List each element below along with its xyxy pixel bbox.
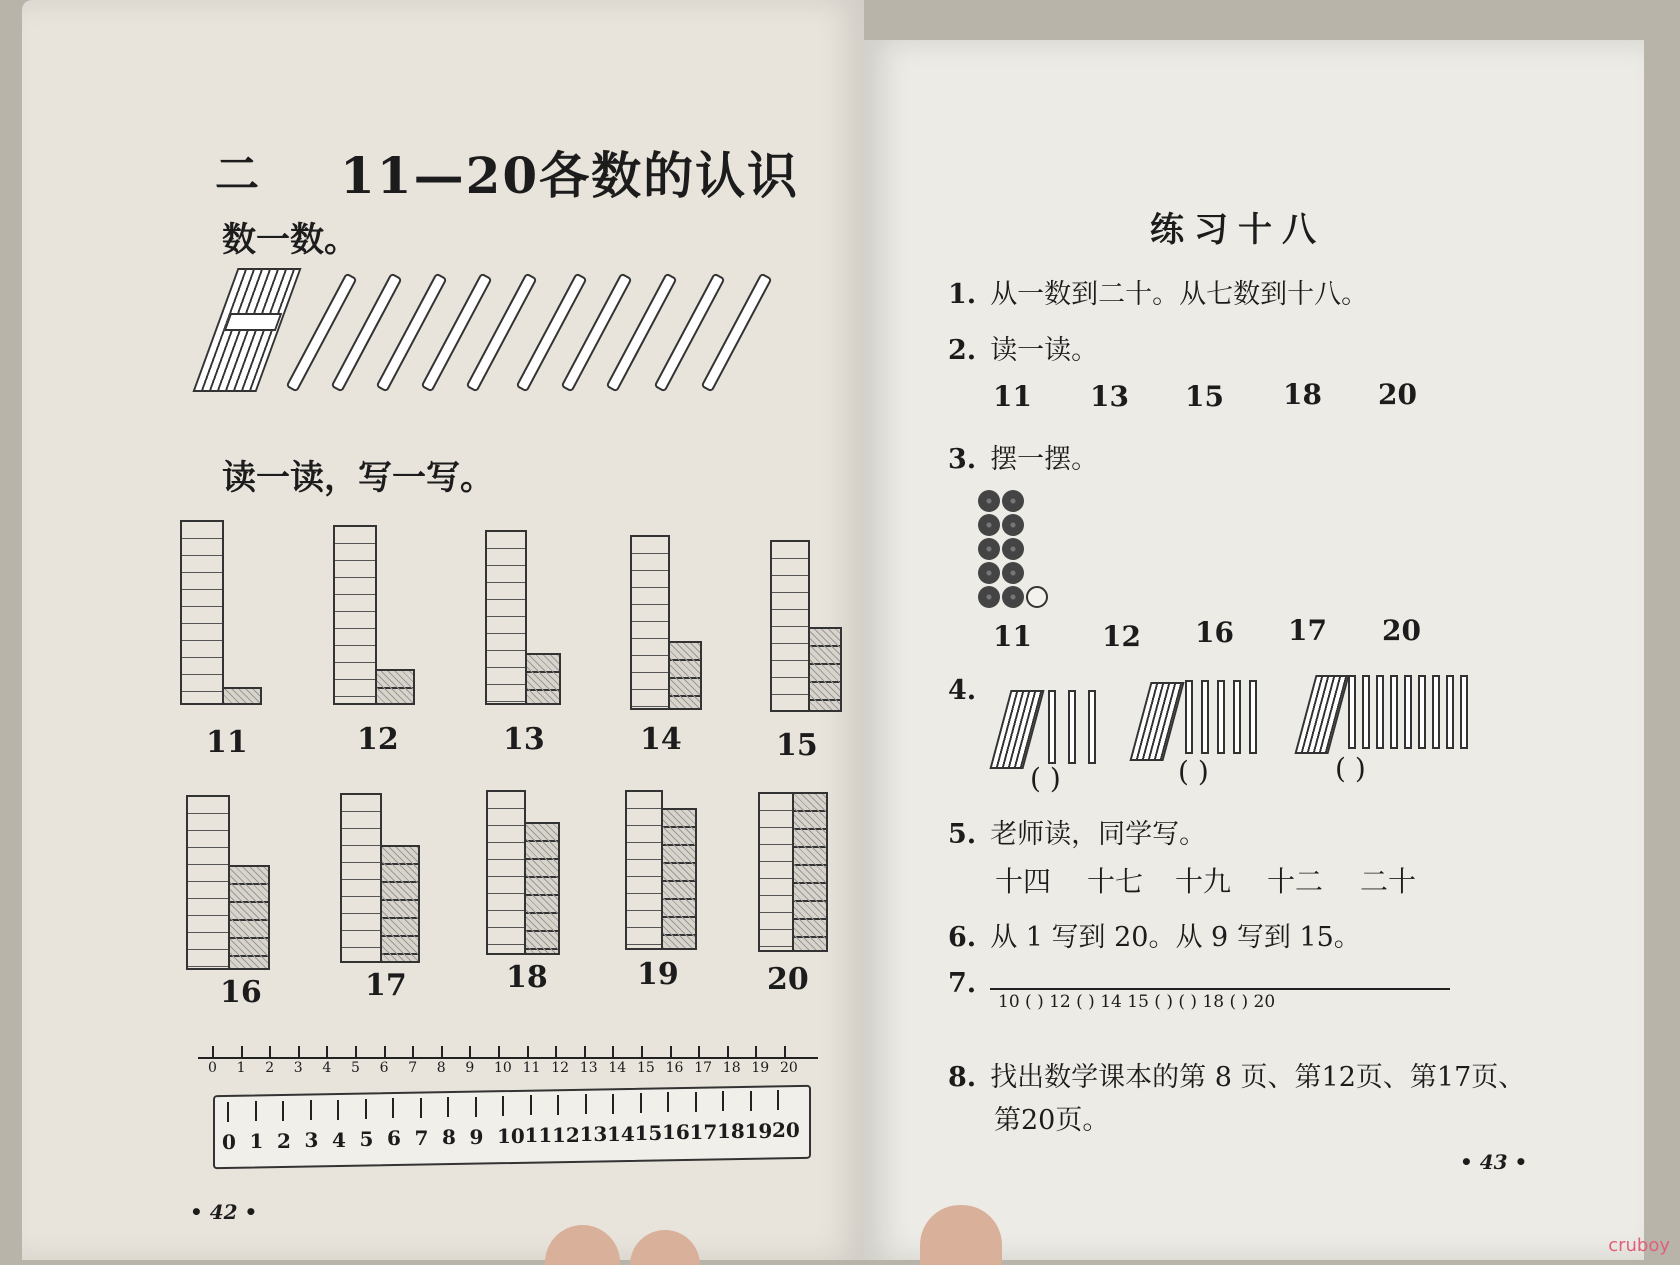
column-label: 11 [206, 725, 248, 760]
ruler-box-tick [227, 1102, 229, 1122]
ruler-box-tick [640, 1093, 642, 1113]
ruler-tick [241, 1046, 243, 1058]
chapter-number: 二 [215, 149, 259, 200]
ruler-tick-label: 12 [551, 1060, 570, 1076]
page-number-right: • 43 • [1460, 1150, 1528, 1174]
exercise-item-4 [948, 675, 990, 706]
place-number: 11 [993, 620, 1032, 653]
ruler-tick [412, 1046, 414, 1058]
dictation-word: 十二 [1267, 865, 1324, 898]
ruler-tick-label: 14 [608, 1060, 627, 1076]
item-text: 老师读，同学写。 [990, 819, 1207, 850]
column-label: 15 [776, 728, 818, 763]
item-number: 5. [948, 819, 977, 850]
ruler-tick-label: 18 [722, 1060, 741, 1076]
item-number: 4. [948, 675, 977, 706]
item-number: 3. [948, 444, 977, 475]
exercise-title: 练习十八 [1150, 210, 1326, 250]
column-label: 19 [637, 957, 679, 992]
ruler-tick-label: 17 [694, 1060, 713, 1076]
read-number: 13 [1090, 380, 1129, 413]
ruler-box-tick [612, 1094, 614, 1114]
ruler-tick-label: 5 [351, 1060, 360, 1076]
exercise-item-8-continued: 第20页。 [994, 1105, 1110, 1136]
exercise-item-5 [948, 812, 1206, 851]
ruler-box-label: 2 [277, 1128, 291, 1153]
exercise-item-3 [948, 437, 1098, 476]
ruler-box-label: 20 [772, 1118, 800, 1142]
ruler-box-tick [667, 1092, 669, 1112]
exercise-item-1 [948, 272, 1368, 311]
ruler-tick-label: 0 [208, 1060, 217, 1076]
place-number: 16 [1195, 616, 1234, 649]
ruler-tick [498, 1046, 500, 1058]
ruler-box-tick [392, 1098, 394, 1118]
ruler-box-tick [337, 1100, 339, 1120]
item-number: 6. [948, 922, 977, 953]
ruler-tick [755, 1046, 757, 1058]
ruler-tick-label: 19 [751, 1060, 770, 1076]
dictation-word: 十七 [1087, 865, 1144, 898]
ruler-box-tick [420, 1098, 422, 1118]
column-label: 20 [767, 962, 809, 997]
ruler-box-tick [777, 1090, 779, 1110]
ruler-tick-label: 6 [379, 1060, 389, 1076]
ruler-tick-label: 1 [236, 1060, 246, 1076]
ruler-tick [727, 1046, 729, 1058]
ruler-tick [698, 1046, 700, 1058]
read-number: 15 [1185, 380, 1224, 413]
ruler-box-label: 9 [469, 1124, 484, 1149]
watermark: cruboy [1608, 1235, 1670, 1256]
ruler-box-label: 8 [442, 1125, 456, 1150]
ruler-box-tick [310, 1100, 312, 1120]
ruler-box-label: 1 [249, 1129, 264, 1154]
number-line [990, 988, 1450, 990]
ruler-tick-label: 15 [637, 1060, 655, 1076]
ruler-box-label: 19 [744, 1118, 773, 1143]
exercise-item-6 [948, 915, 1361, 954]
ruler-tick-label: 7 [408, 1060, 418, 1076]
ruler-box-label: 0 [222, 1130, 236, 1154]
column-label: 18 [506, 960, 548, 995]
ruler-box-label: 10 [497, 1124, 525, 1148]
column-label: 12 [357, 722, 399, 757]
ruler-tick [555, 1046, 557, 1058]
ruler-tick [212, 1046, 214, 1058]
item-number: 2. [948, 335, 977, 366]
column-label: 17 [365, 968, 407, 1003]
ruler-tick [641, 1046, 643, 1058]
ruler-box-label: 4 [332, 1127, 346, 1152]
ruler-box-tick [282, 1101, 284, 1121]
ruler-tick-label: 16 [665, 1060, 684, 1076]
ruler-box-tick [557, 1095, 559, 1115]
ruler-box-tick [695, 1092, 697, 1112]
ruler-tick [612, 1046, 614, 1058]
answer-blank: ( ) [1178, 755, 1209, 788]
ruler-tick-label: 2 [265, 1060, 275, 1076]
ruler-tick-label: 20 [780, 1060, 798, 1076]
ruler-box-label: 5 [359, 1127, 374, 1151]
place-number: 17 [1288, 614, 1327, 647]
ruler-box-tick [585, 1094, 587, 1114]
ruler-tick-label: 8 [436, 1060, 446, 1076]
ruler-tick [269, 1046, 271, 1058]
read-number: 11 [993, 380, 1032, 413]
item-number: 7. [948, 968, 977, 999]
ruler-tick [384, 1046, 386, 1058]
item-text: 找出数学课本的第 8 页、第12页、第17页、 [990, 1062, 1526, 1093]
ruler-tick [670, 1046, 672, 1058]
exercise-item-8 [948, 1055, 1525, 1094]
ruler-box-tick [365, 1099, 367, 1119]
item-text: 从 1 写到 20。从 9 写到 15。 [990, 922, 1361, 953]
ruler-box-tick [475, 1097, 477, 1117]
ruler-tick [326, 1046, 328, 1058]
ruler-tick [527, 1046, 529, 1058]
dictation-word: 十九 [1175, 865, 1232, 898]
ruler-box-label: 6 [387, 1126, 401, 1151]
read-number: 18 [1283, 378, 1322, 411]
ruler-box-tick [750, 1091, 752, 1111]
ruler-box-label: 7 [414, 1125, 429, 1150]
ruler-tick-label: 9 [465, 1060, 475, 1076]
answer-blank: ( ) [1335, 752, 1366, 785]
exercise-item-7 [948, 968, 990, 999]
ruler-box-label: 11 [524, 1123, 553, 1148]
ruler-box-label: 16 [662, 1120, 690, 1145]
ruler-tick-label: 3 [293, 1060, 303, 1076]
ruler-tick [298, 1046, 300, 1058]
ruler-tick [355, 1046, 357, 1058]
section-read-write-heading: 读一读，写一写。 [222, 458, 494, 498]
ruler-box-label: 13 [579, 1122, 608, 1147]
dictation-word: 二十 [1360, 865, 1417, 898]
item-text: 从一数到二十。从七数到十八。 [990, 279, 1369, 310]
ruler-tick [584, 1046, 586, 1058]
chapter-title: 11—20各数的认识 [340, 146, 800, 205]
ruler-box-label: 15 [634, 1121, 663, 1145]
ruler-tick [441, 1046, 443, 1058]
ruler-tick-label: 13 [579, 1060, 598, 1076]
page-number-left: • 42 • [190, 1200, 258, 1224]
ruler-tick-label: 11 [522, 1060, 541, 1076]
ruler-box-tick [722, 1091, 724, 1111]
stick-bundle-illustration [205, 268, 765, 398]
section-count-heading: 数一数。 [222, 220, 358, 260]
ruler-tick [784, 1046, 786, 1058]
item-number: 8. [948, 1062, 977, 1093]
read-number: 20 [1378, 378, 1417, 411]
ruler-tick [469, 1046, 471, 1058]
dictation-word: 十四 [995, 865, 1052, 898]
ruler-box-label: 12 [552, 1122, 580, 1147]
ruler-box-tick [502, 1096, 504, 1116]
ruler-box-label: 3 [304, 1128, 319, 1153]
item-number: 1. [948, 279, 977, 310]
place-number: 20 [1382, 614, 1421, 647]
column-label: 14 [640, 722, 682, 757]
number-line-labels: 10 ( ) 12 ( ) 14 15 ( ) ( ) 18 ( ) 20 [998, 992, 1276, 1012]
answer-blank: ( ) [1030, 762, 1061, 795]
ruler-box-label: 18 [717, 1119, 745, 1144]
ruler-box-tick [255, 1101, 257, 1121]
ruler-box-label: 17 [689, 1119, 718, 1144]
exercise-item-2 [948, 328, 1098, 367]
place-number: 12 [1102, 620, 1141, 653]
ruler-tick-label: 10 [494, 1060, 512, 1076]
item-text: 读一读。 [990, 335, 1099, 366]
column-label: 13 [503, 722, 545, 757]
ruler-box-tick [447, 1097, 449, 1117]
ruler-box-label: 14 [607, 1121, 635, 1146]
ruler-box-tick [530, 1095, 532, 1115]
item-text: 摆一摆。 [990, 444, 1099, 475]
ruler-tick-label: 4 [322, 1060, 332, 1076]
column-label: 16 [220, 975, 262, 1010]
